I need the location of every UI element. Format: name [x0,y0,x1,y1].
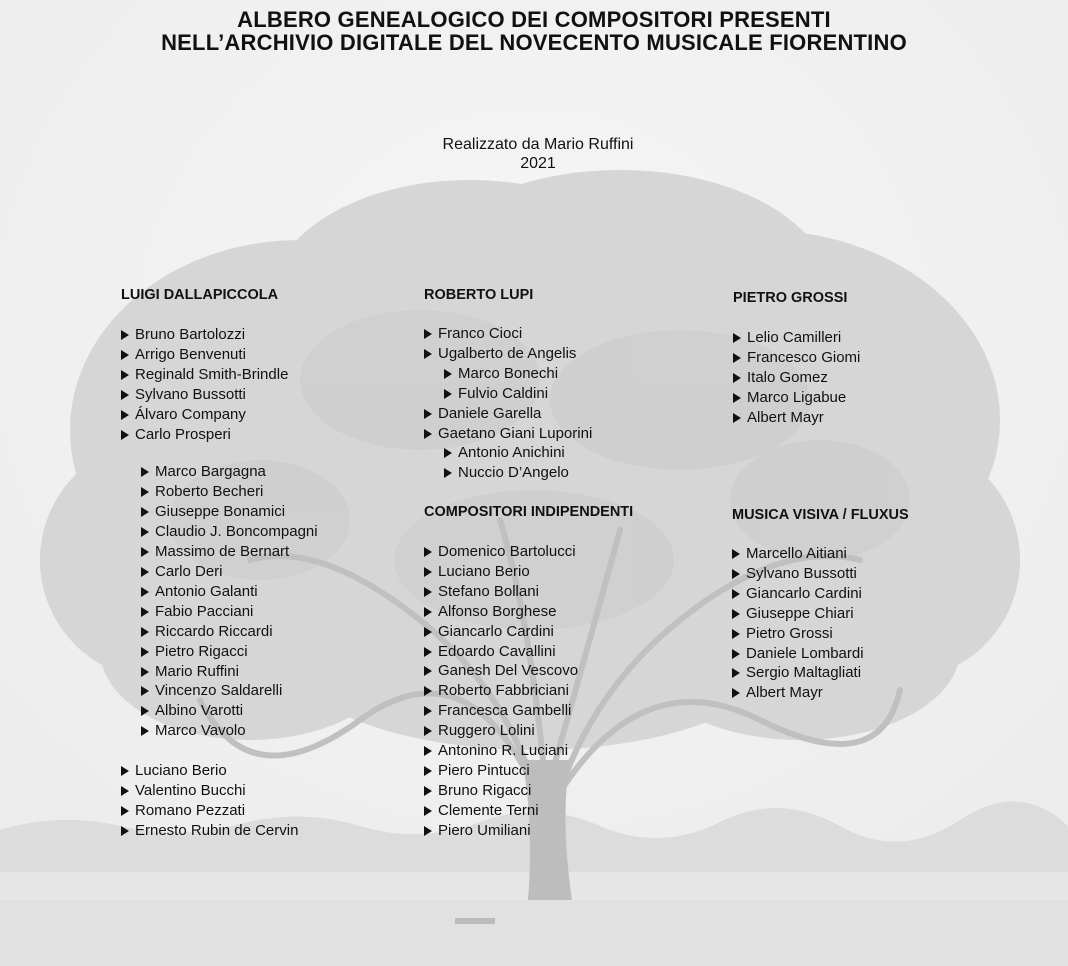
list-item [424,761,633,781]
list-item [141,462,318,482]
triangle-right-icon [732,589,740,599]
composer-name: Marco Bargagna [155,463,266,481]
column-fluxus [732,505,909,703]
list-item [733,388,860,408]
triangle-right-icon [121,806,129,816]
triangle-right-icon [141,607,149,617]
list-item [141,642,318,662]
list-item [141,701,318,721]
indipendenti-list [424,542,633,841]
triangle-right-icon [141,647,149,657]
list-item [732,544,909,564]
composer-name: Francesca Gambelli [438,702,572,720]
page-title-line1: ALBERO GENEALOGICO DEI COMPOSITORI PRESENTI [237,7,831,32]
list-item [141,602,318,622]
triangle-right-icon [732,609,740,619]
composer-name: Romano Pezzati [135,801,246,819]
triangle-right-icon [424,746,432,756]
triangle-right-icon [424,826,432,836]
list-item [424,384,592,404]
list-item [732,644,909,664]
triangle-right-icon [424,429,432,439]
composer-name: Antonio Galanti [155,582,258,600]
composer-name: Pietro Grossi [746,624,833,642]
list-item [121,801,318,821]
triangle-right-icon [141,627,149,637]
list-item [141,562,318,582]
triangle-right-icon [733,333,741,343]
composer-name: Luciano Berio [135,762,227,780]
triangle-right-icon [733,373,741,383]
list-item [424,681,633,701]
list-item [732,683,909,703]
section-heading-dallapiccola: LUIGI DALLAPICCOLA [121,287,279,303]
triangle-right-icon [121,350,129,360]
list-item [424,741,633,761]
triangle-right-icon [444,369,452,379]
column-lupi [424,285,592,483]
triangle-right-icon [141,706,149,716]
grossi-students-list [733,328,860,428]
list-item [424,642,633,662]
composer-name: Giuseppe Chiari [746,604,854,622]
composer-name: Luciano Berio [438,562,530,580]
list-item [424,821,633,841]
composer-name: Fulvio Caldini [458,384,549,402]
list-item [424,781,633,801]
composer-name: Marco Bonechi [458,364,559,382]
list-item [424,701,633,721]
composer-name: Stefano Bollani [438,582,539,600]
composer-name: Ugalberto de Angelis [438,344,577,362]
section-heading-fluxus: MUSICA VISIVA / FLUXUS [732,507,909,523]
triangle-right-icon [141,567,149,577]
triangle-right-icon [424,726,432,736]
list-item [141,582,318,602]
composer-name: Domenico Bartolucci [438,543,576,560]
composer-name: Ganesh Del Vescovo [438,662,579,680]
triangle-right-icon [424,607,432,617]
list-item [121,761,318,781]
composer-name: Giuseppe Bonamici [155,503,286,521]
composer-name: Nuccio D’Angelo [458,464,569,482]
triangle-right-icon [424,766,432,776]
list-item [424,443,592,463]
composer-name: Álvaro Company [135,405,246,423]
list-item [424,721,633,741]
triangle-right-icon [733,413,741,423]
triangle-right-icon [141,587,149,597]
triangle-right-icon [141,527,149,537]
list-item [121,821,318,841]
composer-name: Franco Cioci [438,325,523,342]
composer-name: Roberto Fabbriciani [438,682,569,700]
list-item [733,328,860,348]
composer-name: Sergio Maltagliati [746,664,862,682]
composer-name: Sylvano Bussotti [746,564,857,582]
triangle-right-icon [424,786,432,796]
composer-name: Valentino Bucchi [135,782,246,800]
list-item [732,584,909,604]
dallapiccola-second-generation-list [121,462,318,741]
triangle-right-icon [424,706,432,716]
list-item [141,721,318,741]
composer-name: Piero Pintucci [438,761,530,779]
triangle-right-icon [424,666,432,676]
column-grossi [733,288,860,428]
dallapiccola-other-list [121,761,318,841]
composer-name: Sylvano Bussotti [135,385,246,403]
composer-name: Bruno Rigacci [438,781,532,799]
triangle-right-icon [141,726,149,736]
list-item [424,801,633,821]
composer-name: Clemente Terni [438,801,539,819]
composer-name: Arrigo Benvenuti [135,345,246,363]
composer-name: Albert Mayr [746,684,823,702]
composer-name: Carlo Prosperi [135,425,231,443]
triangle-right-icon [424,627,432,637]
column-indipendenti [424,502,633,841]
dallapiccola-students-list [121,325,318,444]
list-item [121,405,318,425]
triangle-right-icon [424,686,432,696]
triangle-right-icon [733,353,741,363]
composer-name: Giancarlo Cardini [438,622,554,640]
triangle-right-icon [732,549,740,559]
triangle-right-icon [141,467,149,477]
list-item [424,562,633,582]
list-item [424,424,592,444]
composer-name: Marco Vavolo [155,722,246,740]
triangle-right-icon [732,649,740,659]
list-item [141,662,318,682]
list-item [424,582,633,602]
triangle-right-icon [141,686,149,696]
list-item [121,365,318,385]
composer-name: Marcello Aitiani [746,545,847,562]
composer-name: Daniele Lombardi [746,644,864,662]
list-item [424,364,592,384]
list-item [424,542,633,562]
triangle-right-icon [121,430,129,440]
composer-name: Mario Ruffini [155,662,239,680]
year-text: 2021 [520,155,556,172]
composer-name: Ernesto Rubin de Cervin [135,821,299,839]
triangle-right-icon [141,667,149,677]
composer-name: Massimo de Bernart [155,543,290,561]
fluxus-list [732,544,909,703]
credit-text: Realizzato da Mario Ruffini [442,136,634,153]
composer-name: Vincenzo Saldarelli [155,682,283,700]
triangle-right-icon [424,647,432,657]
list-item [121,781,318,801]
triangle-right-icon [141,507,149,517]
list-item [732,663,909,683]
composer-name: Claudio J. Boncompagni [155,523,318,541]
triangle-right-icon [444,448,452,458]
composer-name: Carlo Deri [155,562,223,580]
list-item [141,681,318,701]
list-item [424,324,592,344]
triangle-right-icon [141,487,149,497]
list-item [424,602,633,622]
triangle-right-icon [121,370,129,380]
list-item [141,542,318,562]
triangle-right-icon [424,349,432,359]
list-item [424,622,633,642]
triangle-right-icon [444,389,452,399]
column-dallapiccola [121,285,318,841]
composer-name: Antonio Anichini [458,444,565,462]
list-item [121,385,318,405]
composer-name: Marco Ligabue [747,388,847,406]
section-heading-indipendenti: COMPOSITORI INDIPENDENTI [424,504,634,520]
composer-name: Ruggero Lolini [438,722,535,740]
composer-name: Francesco Giomi [747,348,861,366]
list-item [424,661,633,681]
list-item [141,622,318,642]
triangle-right-icon [424,547,432,557]
list-item [424,344,592,364]
triangle-right-icon [424,409,432,419]
composer-name: Pietro Rigacci [155,642,248,660]
list-item [424,463,592,483]
triangle-right-icon [732,569,740,579]
triangle-right-icon [424,587,432,597]
composer-name: Daniele Garella [438,404,542,422]
composer-name: Albert Mayr [747,408,824,426]
triangle-right-icon [732,688,740,698]
composer-name: Piero Umiliani [438,821,531,839]
composer-name: Antonino R. Luciani [438,742,569,760]
triangle-right-icon [121,786,129,796]
triangle-right-icon [732,668,740,678]
composer-name: Fabio Pacciani [155,602,254,620]
triangle-right-icon [141,547,149,557]
composer-name: Edoardo Cavallini [438,642,556,660]
composer-name: Bruno Bartolozzi [135,326,246,343]
list-item [733,348,860,368]
composer-name: Alfonso Borghese [438,602,557,620]
section-heading-lupi: ROBERTO LUPI [424,287,534,303]
triangle-right-icon [121,410,129,420]
triangle-right-icon [121,766,129,776]
list-item [732,604,909,624]
list-item [141,482,318,502]
triangle-right-icon [444,468,452,478]
triangle-right-icon [121,390,129,400]
page-title-line2: NELL’ARCHIVIO DIGITALE DEL NOVECENTO MUSICALE FIORENTINO [161,30,907,55]
composer-name: Roberto Becheri [155,483,264,501]
triangle-right-icon [121,330,129,340]
list-item [733,408,860,428]
list-item [732,624,909,644]
lupi-students-list [424,324,592,483]
triangle-right-icon [733,393,741,403]
list-item [141,522,318,542]
list-item [733,368,860,388]
triangle-right-icon [121,826,129,836]
composer-name: Giancarlo Cardini [746,584,862,602]
composer-name: Riccardo Riccardi [155,622,273,640]
composer-name: Reginald Smith-Brindle [135,365,289,383]
triangle-right-icon [424,567,432,577]
triangle-right-icon [424,806,432,816]
list-item [121,345,318,365]
section-heading-grossi: PIETRO GROSSI [733,290,848,306]
composer-name: Italo Gomez [747,368,828,386]
composer-name: Albino Varotti [155,702,244,720]
composer-name: Gaetano Giani Luporini [438,424,593,442]
list-item [424,404,592,424]
list-item [141,502,318,522]
triangle-right-icon [732,629,740,639]
list-item [121,325,318,345]
triangle-right-icon [424,329,432,339]
list-item [732,564,909,584]
composer-name: Lelio Camilleri [747,329,842,346]
list-item [121,425,318,445]
